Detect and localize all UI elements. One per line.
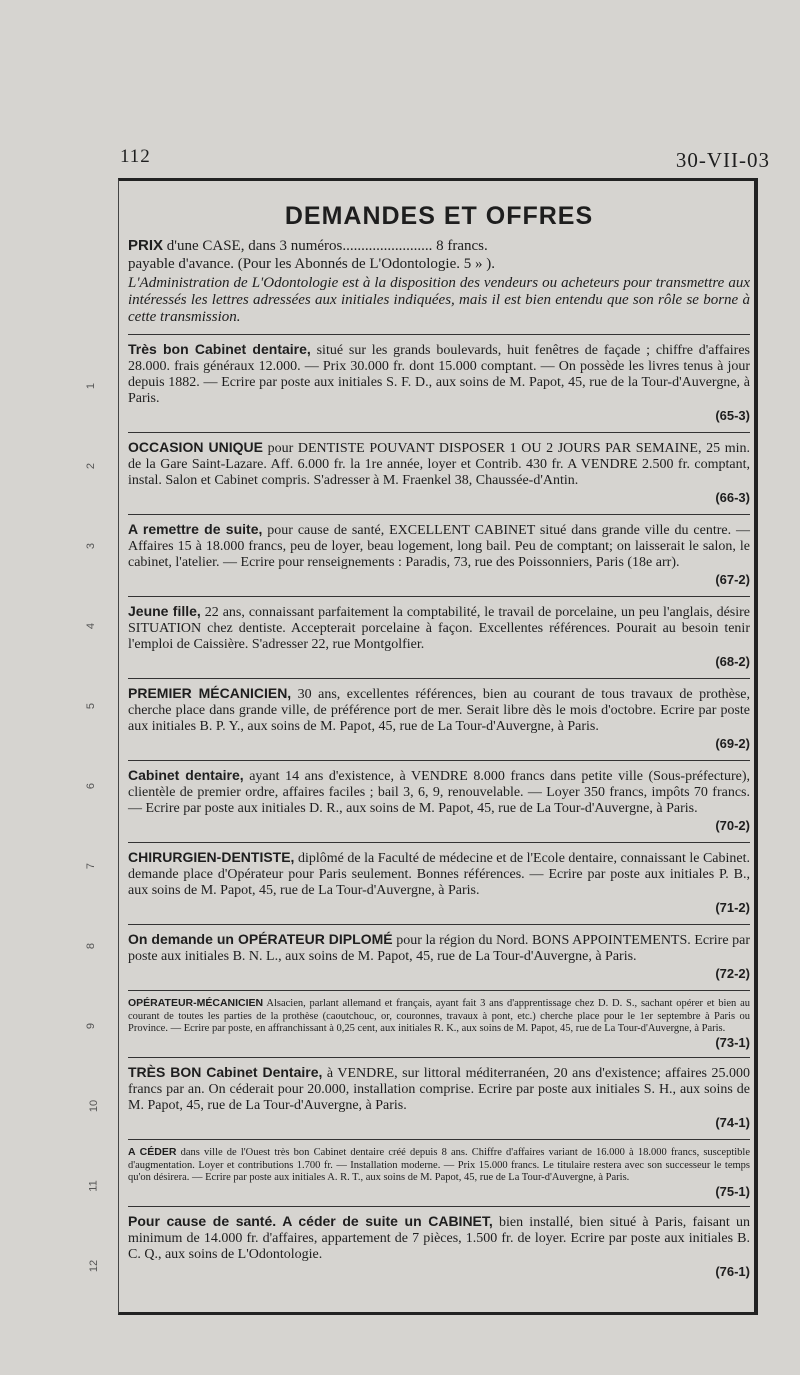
ad-body: dans ville de l'Ouest très bon Cabinet dentaire créé depuis 8 ans. Chiffre d'affaires variant de 16.000 à 18.000 francs, susceptible d'augmentation. Loyer et contributions 1.700 fr. — Installation moderne. — Prix 15.000 francs. Le titulaire restera avec son successeur le temps qu'on désirera. — Ecrire par poste aux initiales A. R. T., aux soins de M. Papot, 45, rue de La Tour-d'Auvergne, à Paris. bbox=[128, 1147, 751, 1183]
ad-item bbox=[128, 341, 750, 426]
ad-separator bbox=[128, 1139, 750, 1140]
ad-reference: (74-1) bbox=[715, 1115, 750, 1130]
ad-item bbox=[128, 685, 750, 754]
header-rule bbox=[128, 334, 750, 335]
ad-reference: (70-2) bbox=[715, 818, 750, 833]
margin-mark: 4 bbox=[85, 622, 98, 630]
ad-item bbox=[128, 1146, 750, 1200]
ad-reference: (65-3) bbox=[715, 408, 750, 423]
margin-mark: 3 bbox=[85, 542, 98, 550]
ad-reference: (75-1) bbox=[715, 1183, 750, 1199]
margin-mark: 11 bbox=[87, 1180, 100, 1192]
ad-body: à VENDRE, sur littoral méditerranéen, 20 ans d'existence; affaires 25.000 francs par an. On céderait pour 20.000, installation comprise. Ecrire par poste aux initiales S. H., aux soins de M. Papot, 45, rue de La Tour-d'Auvergne, à Paris. bbox=[128, 1066, 751, 1113]
ad-lead: TRÈS BON Cabinet Dentaire, bbox=[128, 1064, 323, 1080]
ad-reference: (69-2) bbox=[715, 736, 750, 751]
ad-lead: PREMIER MÉCANICIEN, bbox=[128, 685, 292, 701]
ad-item bbox=[128, 767, 750, 836]
ad-separator bbox=[128, 1057, 750, 1058]
ad-lead: A CÉDER bbox=[128, 1146, 177, 1158]
ads-list bbox=[128, 341, 750, 1282]
ad-body: pour cause de santé, EXCELLENT CABINET situé dans grande ville du centre. — Affaires 15 à 18.000 francs, peu de loyer, beau logement, long bail. Peu de comptant; on laisserait le salon, le cabinet, l'atelier. — Ecrire pour renseignements : Paradis, 73, rue des Poissonniers, Paris (18e arr). bbox=[128, 523, 751, 570]
ad-separator bbox=[128, 596, 750, 597]
margin-mark: 8 bbox=[85, 942, 98, 950]
ad-lead: On demande un OPÉRATEUR DIPLOMÉ bbox=[128, 931, 393, 947]
ad-lead: Cabinet dentaire, bbox=[128, 767, 244, 783]
ad-separator bbox=[128, 1206, 750, 1207]
ad-reference: (71-2) bbox=[715, 900, 750, 915]
ad-lead: CHIRURGIEN-DENTISTE, bbox=[128, 849, 295, 865]
ad-item bbox=[128, 931, 750, 984]
ad-body: ayant 14 ans d'existence, à VENDRE 8.000 francs dans petite ville (Sous-préfecture), clientèle de premier ordre, affaires faciles ; bail 3, 6, 9, renouvelable. — Loyer 350 francs, impôts 70 francs. — Ecrire par poste aux initiales D. R., aux soins de M. Papot, 45, rue de La Tour-d'Auvergne, à Paris. bbox=[128, 769, 750, 816]
section-title: DEMANDES ET OFFRES bbox=[284, 202, 594, 230]
ad-body: situé sur les grands boulevards, huit fenêtres de façade ; chiffre d'affaires 28.000. frais généraux 12.000. — Prix 30.000 fr. dont 15.000 comptant. — On possède les livres tenus à jour depuis 1882. — Ecrire par poste aux initiales S. F. D., aux soins de M. Papot, 45, rue de la Tour-d'Auvergne, à Paris. bbox=[128, 343, 750, 406]
ad-item bbox=[128, 603, 750, 672]
margin-mark: 2 bbox=[85, 462, 98, 470]
price-lead: PRIX bbox=[128, 237, 164, 254]
ad-lead: OCCASION UNIQUE bbox=[128, 439, 263, 455]
ad-body: 22 ans, connaissant parfaitement la comptabilité, le travail de porcelaine, un peu l'anglais, désire SITUATION chez dentiste. Accepterait porcelaine à façon. Excellentes références. Pourait au besoin tenir l'emploi de Caissière. S'adresser 22, rue Montgolfier. bbox=[128, 605, 750, 652]
margin-mark: 7 bbox=[85, 862, 98, 870]
ad-reference: (73-1) bbox=[715, 1034, 750, 1050]
ad-item bbox=[128, 1213, 750, 1282]
margin-mark: 12 bbox=[88, 1259, 101, 1273]
ad-separator bbox=[128, 924, 750, 925]
ad-reference: (66-3) bbox=[715, 490, 750, 505]
ad-body: Alsacien, parlant allemand et français, ayant fait 3 ans d'apprentissage chez D. D. S., sachant opérer et bien au courant de toutes les parties de la prothèse (caoutchouc, or, couronnes, travaux à pont, etc.) cherche place pour le 1er septembre à Paris ou Province. — Ecrire par poste, en affranchissant à 0,25 cent, aux initiales R. K., aux soins de M. Papot, 45, rue de La Tour-d'Auvergne, à Paris. bbox=[128, 998, 750, 1034]
payment-line: payable d'avance. (Pour les Abonnés de L'Odontologie. 5 » ). bbox=[128, 256, 495, 272]
ad-separator bbox=[128, 760, 750, 761]
ad-item bbox=[128, 521, 750, 590]
ad-separator bbox=[128, 432, 750, 433]
ad-item bbox=[128, 849, 750, 918]
margin-mark: 6 bbox=[85, 782, 98, 790]
margin-mark: 10 bbox=[88, 1099, 101, 1113]
ad-separator bbox=[128, 842, 750, 843]
ad-body: bien installé, bien situé à Paris, faisant un minimum de 14.000 fr. d'affaires, appartement de 7 pièces, 1.500 fr. de loyer. Ecrire par poste aux initiales B. C. Q., aux soins de L'Odontologie. bbox=[128, 1215, 751, 1262]
ad-body: diplômé de la Faculté de médecine et de l'Ecole dentaire, connaissant le Cabinet. demande place d'Opérateur pour Paris seulement. Bonnes références. — Ecrire par poste aux initiales P. B., aux soins de M. Papot, 45, rue de La Tour-d'Auvergne, à Paris. bbox=[128, 851, 751, 898]
ad-reference: (76-1) bbox=[715, 1264, 750, 1279]
ad-body: 30 ans, excellentes références, bien au courant de tous travaux de prothèse, cherche place dans grande ville, de préférence port de mer. Serait libre dès le mois d'octobre. Ecrire par poste aux initiales B. P. Y., aux soins de M. Papot, 45, rue de La Tour-d'Auvergne, à Paris. bbox=[128, 687, 751, 734]
ad-item bbox=[128, 439, 750, 508]
margin-mark: 9 bbox=[85, 1022, 98, 1030]
price-line bbox=[128, 237, 750, 255]
ad-lead: Pour cause de santé. A céder de suite un CABINET, bbox=[128, 1213, 493, 1229]
ad-separator bbox=[128, 990, 750, 991]
ad-body: pour la région du Nord. BONS APPOINTEMENTS. Ecrire par poste aux initiales B. N. L., aux soins de M. Papot, 45, rue de La Tour-d'Auvergne, à Paris. bbox=[128, 933, 751, 964]
margin-mark: 5 bbox=[85, 702, 98, 710]
ad-separator bbox=[128, 514, 750, 515]
ad-item bbox=[128, 997, 750, 1051]
ad-reference: (72-2) bbox=[715, 966, 750, 981]
price-text: d'une CASE, dans 3 numéros........................ 8 francs. bbox=[166, 238, 488, 254]
ad-lead: Jeune fille, bbox=[128, 603, 201, 619]
ad-separator bbox=[128, 678, 750, 679]
margin-mark: 1 bbox=[85, 382, 98, 390]
ad-item bbox=[128, 1064, 750, 1133]
issue-date: 30-VII-03 bbox=[675, 148, 770, 172]
ad-reference: (67-2) bbox=[715, 572, 750, 587]
page-number: 112 bbox=[120, 146, 151, 167]
ad-lead: Très bon Cabinet dentaire, bbox=[128, 341, 311, 357]
admin-note: L'Administration de L'Odontologie est à la disposition des vendeurs ou acheteurs pour transmettre aux intéressés les lettres adressées aux initiales indiquées, mais il est bien entendu que son rôle se borne à cette transmission. bbox=[128, 275, 750, 325]
ad-lead: OPÉRATEUR-MÉCANICIEN bbox=[128, 997, 264, 1009]
ad-reference: (68-2) bbox=[715, 654, 750, 669]
classifieds-section bbox=[128, 196, 750, 1282]
ad-lead: A remettre de suite, bbox=[128, 521, 263, 537]
ad-body: pour DENTISTE POUVANT DISPOSER 1 OU 2 JOURS PAR SEMAINE, 25 min. de la Gare Saint-Lazare. Aff. 6.000 fr. la 1re année, loyer et Contrib. 430 fr. A VENDRE 2.500 fr. comptant, instal. Salon et Cabinet compris. S'adresser à M. Fraenkel 38, Chaussée-d'Antin. bbox=[128, 441, 750, 488]
